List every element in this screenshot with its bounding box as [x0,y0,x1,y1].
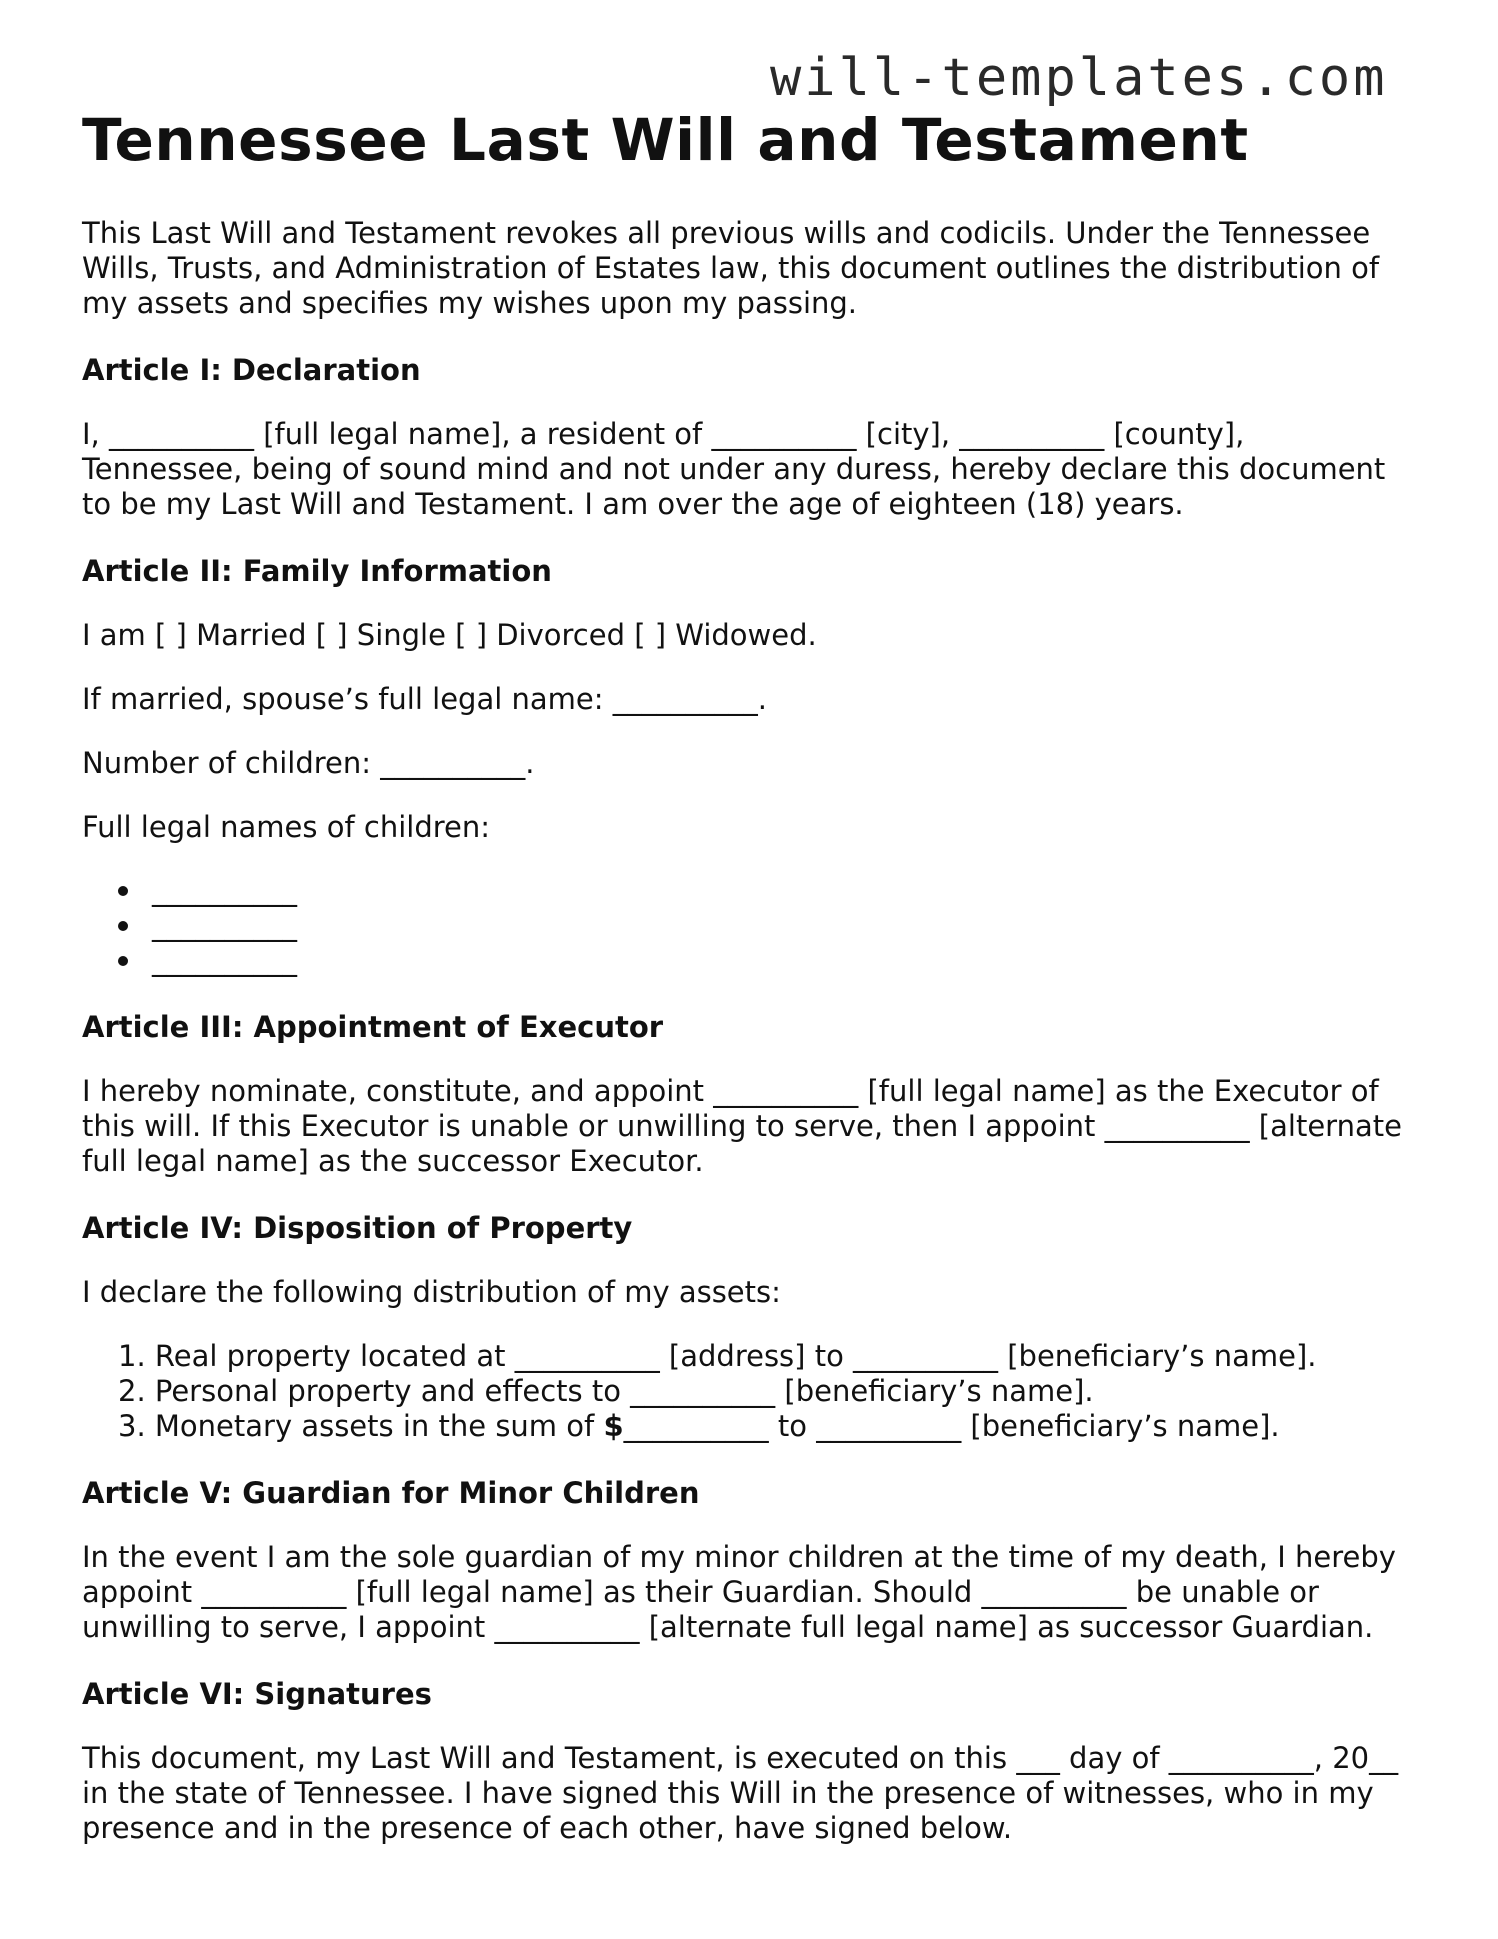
article-2-heading: Article II: Family Information [82,554,552,588]
list-item [118,1374,1412,1409]
article-6-text: This document, my Last Will and Testament, is executed on this ___ day of __________, 20__ in the state of Tennessee. I have signed this Will in the presence of witnesses, who in my presence and in the presence of each other, have signed below. [82,1741,1399,1845]
article-3-heading: Article III: Appointment of Executor [82,1010,664,1044]
children-names-label: Full legal names of children: [82,810,491,844]
intro-paragraph: This Last Will and Testament revokes all previous wills and codicils. Under the Tennessee Wills, Trusts, and Administration of Estates law, this document outlines the distribution of my assets and specifies my wishes upon my passing. [82,216,1380,320]
list-item [118,1339,1412,1374]
item-text: Real property located at __________ [address] to __________ [beneficiary’s name]. [154,1339,1317,1373]
article-1-heading: Article I: Declaration [82,353,421,387]
marital-status-line: I am [ ] Married [ ] Single [ ] Divorced [ ] Widowed. [82,618,817,652]
item-text: Personal property and effects to __________ [beneficiary’s name]. [154,1374,1094,1408]
list-item [118,873,1412,908]
item-number: 1. [118,1339,146,1373]
article-4-heading: Article IV: Disposition of Property [82,1211,633,1245]
article-4-intro: I declare the following distribution of my assets: [82,1275,781,1309]
document-page [82,100,1412,1846]
child-name-blank: __________ [152,908,297,942]
article-6-heading: Article VI: Signatures [82,1677,432,1711]
asset-distribution-list [82,1339,1412,1444]
spouse-name-line: If married, spouse’s full legal name: __________. [82,682,767,716]
site-watermark: will-templates.com [770,48,1388,108]
item-text: __________ to __________ [beneficiary’s name]. [623,1409,1280,1443]
item-number: 3. [118,1409,146,1443]
bullet-icon [118,886,128,896]
child-name-blank: __________ [152,873,297,907]
children-names-list [82,873,1412,978]
article-5-text: In the event I am the sole guardian of my minor children at the time of my death, I hereby appoint __________ [full legal name] as their Guardian. Should __________ be unable or unwilling to serve, I appoint __________ [alternate full legal name] as successor Guardian. [82,1540,1396,1644]
document-title: Tennessee Last Will and Testament [82,106,1249,174]
item-text: Monetary assets in the sum of [154,1409,604,1443]
list-item [118,1409,1412,1444]
child-name-blank: __________ [152,943,297,977]
article-1-text: I, __________ [full legal name], a resident of __________ [city], __________ [county], Tennessee, being of sound mind and not under any duress, hereby declare this document to be my Last Will and Testament. I am over the age of eighteen (18) years. [82,417,1386,521]
list-item [118,908,1412,943]
dollar-sign: $ [603,1409,624,1443]
children-count-line: Number of children: __________. [82,746,535,780]
article-3-text: I hereby nominate, constitute, and appoint __________ [full legal name] as the Executor of this will. If this Executor is unable or unwilling to serve, then I appoint __________ [alternate full legal name] as the successor Executor. [82,1074,1402,1178]
bullet-icon [118,956,128,966]
item-number: 2. [118,1374,146,1408]
bullet-icon [118,921,128,931]
list-item [118,943,1412,978]
article-5-heading: Article V: Guardian for Minor Children [82,1476,700,1510]
